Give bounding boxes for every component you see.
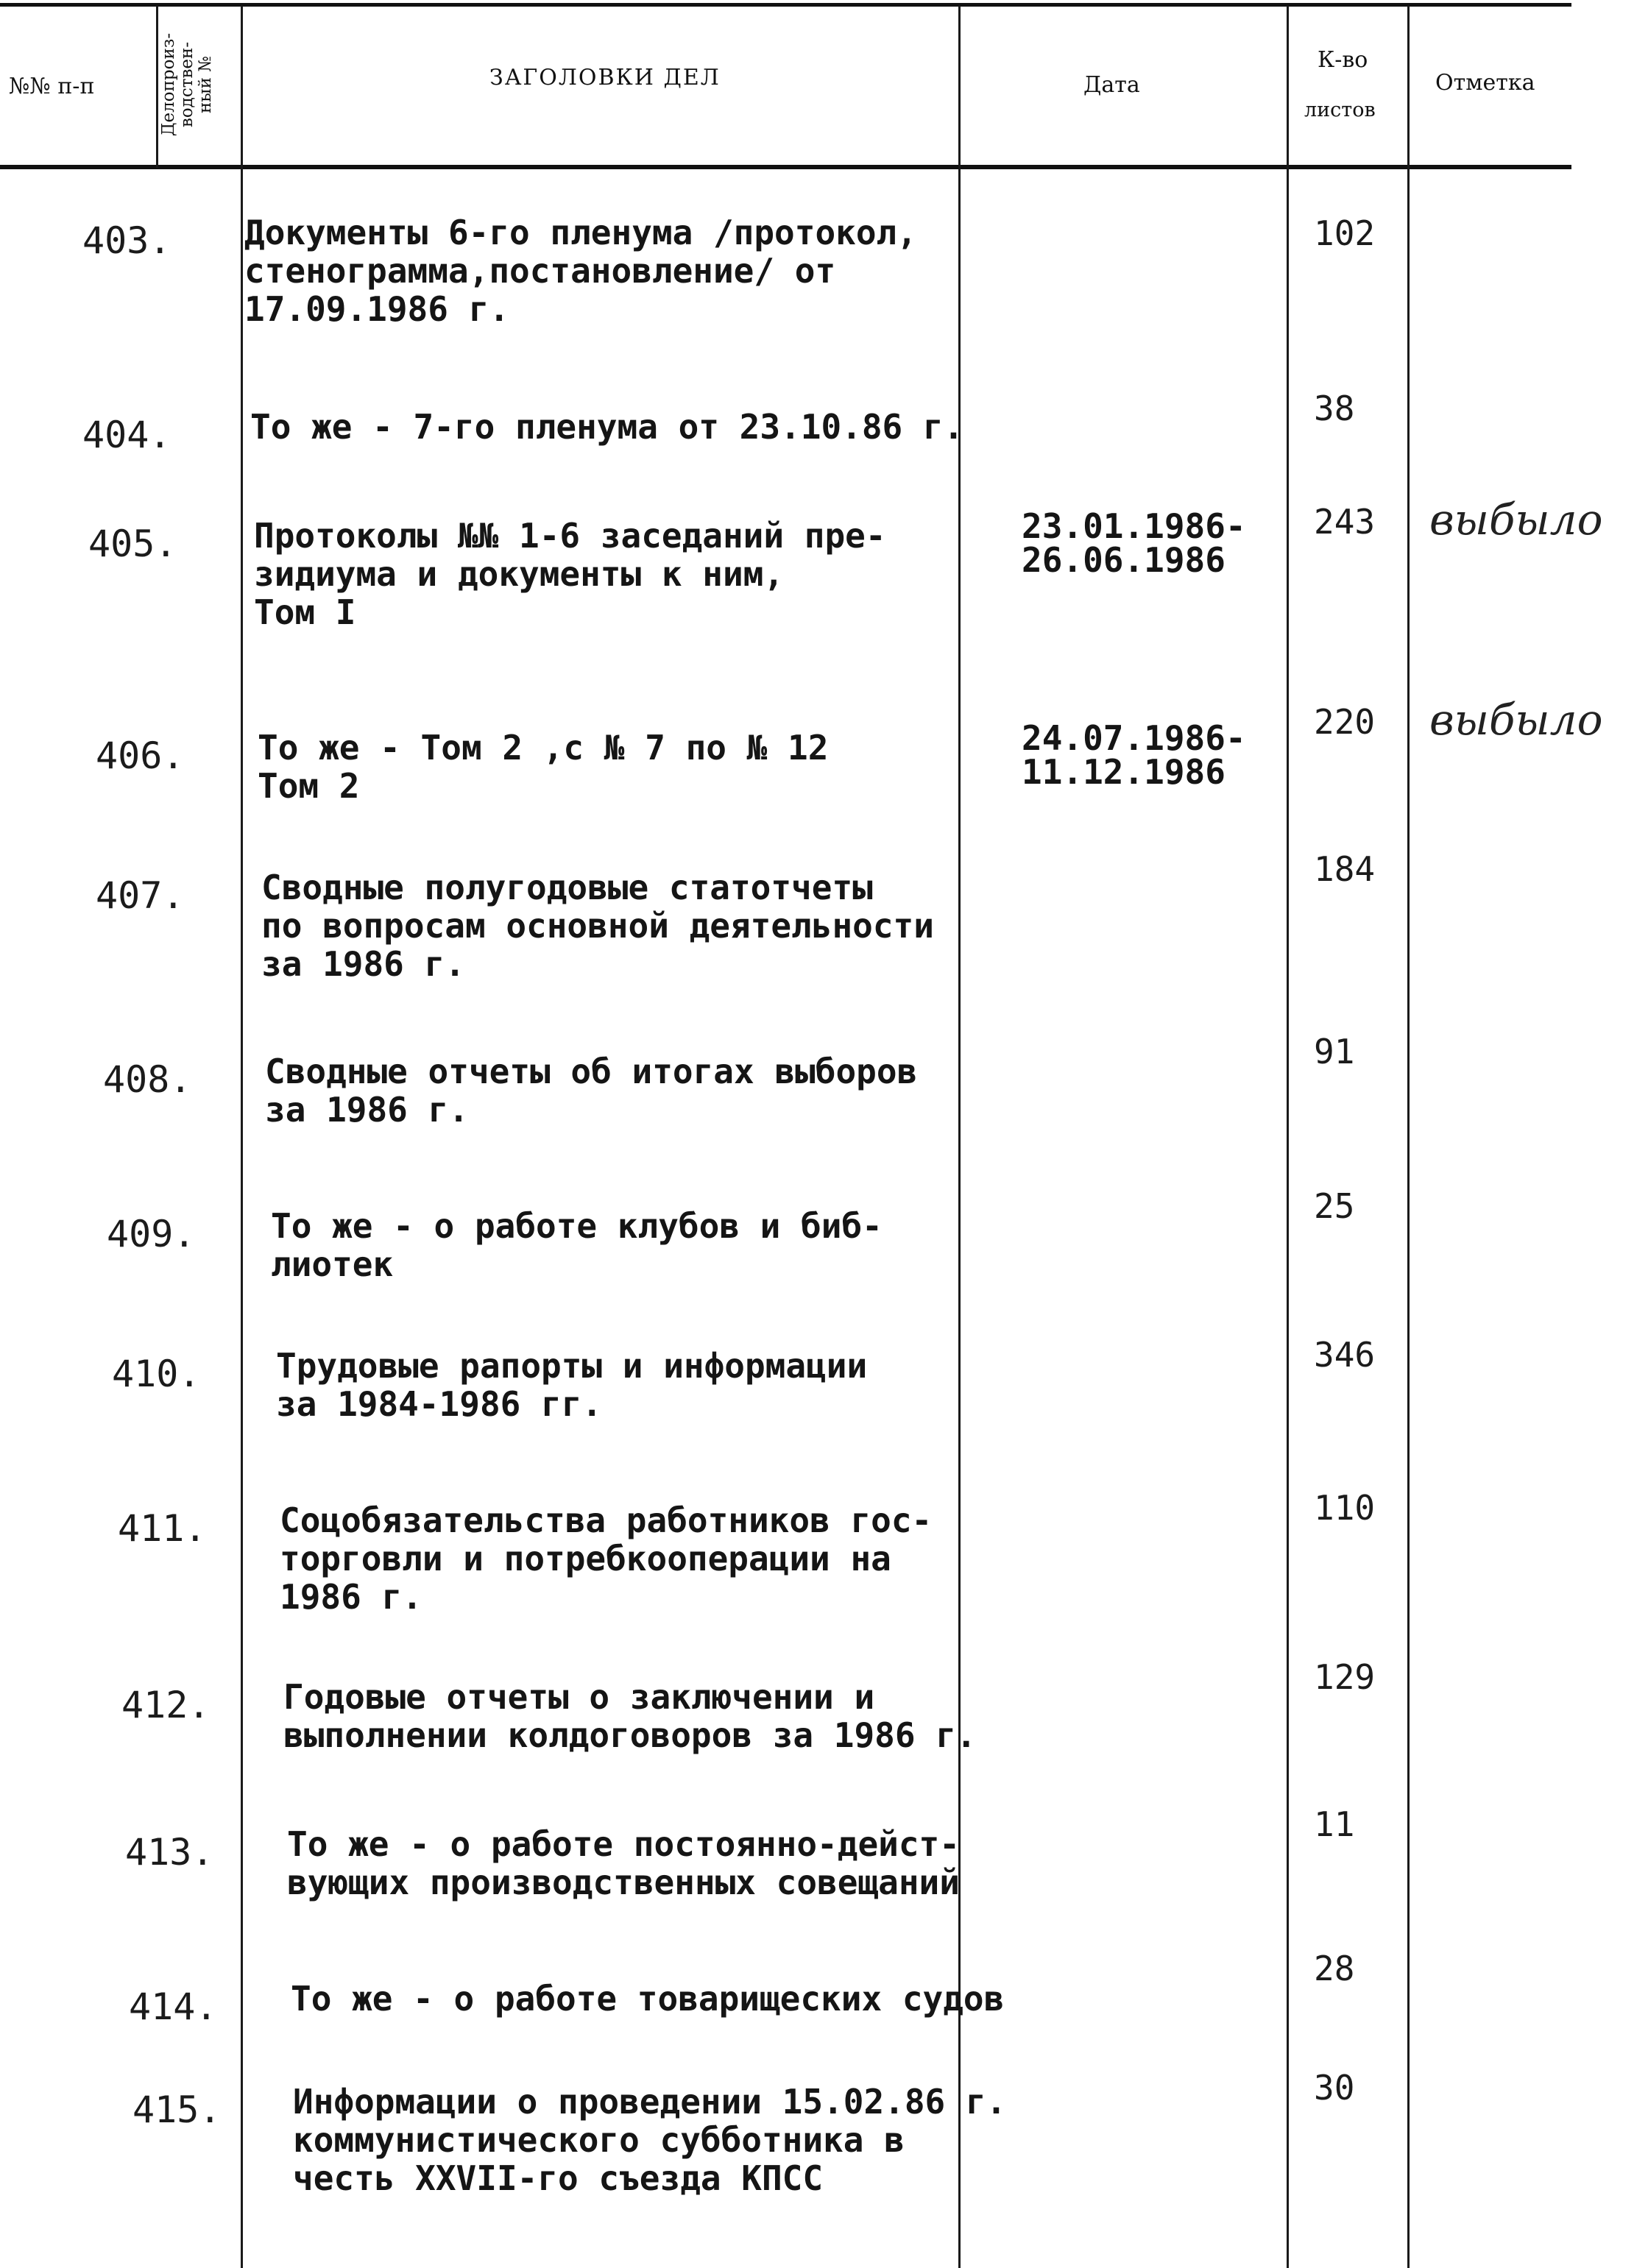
row-sheet-count: 129 — [1314, 1657, 1376, 1697]
row-title-line: лиотек — [271, 1244, 394, 1284]
header-title: ЗАГОЛОВКИ ДЕЛ — [489, 65, 721, 91]
row-date-line: 23.01.1986- — [1022, 506, 1246, 546]
row-number: 414. — [129, 1985, 218, 2028]
row-title-line: 1986 г. — [280, 1577, 422, 1617]
header-count-unit: листов — [1304, 99, 1376, 121]
row-sheet-count: 102 — [1314, 213, 1376, 253]
row-title-line: вующих производственных совещаний — [287, 1863, 960, 1902]
row-title — [261, 868, 934, 983]
row-title — [287, 1825, 960, 1902]
row-number: 410. — [112, 1353, 201, 1395]
row-title-line: коммунистического субботника в — [293, 2120, 905, 2160]
row-number: 407. — [96, 874, 185, 917]
header-rule — [0, 165, 1571, 169]
row-title-line: То же - о работе постоянно-дейст- — [287, 1824, 960, 1864]
row-date-line: 26.06.1986 — [1022, 540, 1226, 580]
row-title-line: за 1986 г. — [261, 944, 465, 984]
row-title-line: Документы 6-го пленума /протокол, — [244, 213, 917, 252]
row-title-line: Сводные отчеты об итогах выборов — [265, 1052, 918, 1091]
column-divider — [958, 6, 961, 2268]
row-number: 408. — [103, 1058, 192, 1101]
row-number: 413. — [125, 1831, 214, 1874]
row-title-line: Том 2 — [258, 766, 360, 806]
row-title-line: Трудовые рапорты и информации — [276, 1346, 868, 1386]
row-title-line: Сводные полугодовые статотчеты — [261, 868, 873, 907]
header-delo-label: Делопроиз- водствен- ный № — [159, 32, 215, 137]
header-num: №№ п-п — [9, 74, 95, 99]
row-number: 406. — [96, 734, 185, 777]
row-title-line: честь XXVII-го съезда КПСС — [293, 2158, 824, 2198]
row-sheet-count: 91 — [1314, 1032, 1355, 1071]
row-mark-handwritten: выбыло — [1429, 695, 1603, 745]
row-title — [258, 729, 828, 805]
row-title — [283, 1678, 977, 1754]
row-sheet-count: 30 — [1314, 2068, 1355, 2108]
row-title-line: зидиума и документы к ним, — [254, 554, 785, 594]
row-title — [276, 1347, 867, 1423]
row-sheet-count: 38 — [1314, 389, 1355, 428]
row-title-line: за 1986 г. — [265, 1090, 469, 1130]
row-title-line: Том I — [254, 592, 356, 632]
row-sheet-count: 346 — [1314, 1335, 1376, 1375]
column-divider — [241, 6, 243, 2268]
row-number: 409. — [107, 1213, 196, 1255]
header-mark: Отметка — [1435, 70, 1535, 96]
row-date-line: 24.07.1986- — [1022, 718, 1246, 758]
row-sheet-count: 28 — [1314, 1949, 1355, 1988]
row-title-line: выполнении колдоговоров за 1986 г. — [283, 1715, 977, 1755]
row-title-line: То же - 7-го пленума от 23.10.86 г. — [250, 407, 964, 447]
row-number: 404. — [82, 414, 171, 456]
row-title — [280, 1501, 932, 1616]
column-divider — [1407, 6, 1410, 2268]
row-title — [293, 2083, 1006, 2197]
row-sheet-count: 243 — [1314, 502, 1376, 542]
top-rule — [0, 3, 1571, 7]
row-date — [1022, 718, 1246, 792]
row-title-line: То же - о работе товарищеских судов — [291, 1979, 1005, 2019]
row-number: 415. — [132, 2088, 222, 2131]
row-title-line: 17.09.1986 г. — [244, 289, 510, 329]
row-title-line: То же - Том 2 ,с № 7 по № 12 — [258, 728, 829, 768]
row-sheet-count: 25 — [1314, 1186, 1355, 1226]
row-title-line: Соцобязательства работников гос- — [280, 1500, 933, 1540]
row-sheet-count: 184 — [1314, 849, 1376, 889]
row-title-line: То же - о работе клубов и биб- — [271, 1206, 883, 1246]
row-title-line: стенограмма,постановление/ от — [244, 251, 836, 291]
row-title — [254, 517, 886, 631]
row-sheet-count: 110 — [1314, 1488, 1376, 1528]
row-date — [1022, 506, 1246, 580]
row-title — [244, 213, 917, 328]
row-title — [265, 1052, 917, 1129]
row-title-line: Протоколы №№ 1-6 заседаний пре- — [254, 516, 886, 556]
row-number: 412. — [121, 1684, 211, 1726]
row-title-line: за 1984-1986 гг. — [276, 1384, 603, 1424]
row-title-line: Годовые отчеты о заключении и — [283, 1677, 875, 1717]
row-sheet-count: 11 — [1314, 1804, 1355, 1844]
row-number: 405. — [88, 522, 177, 565]
header-delo — [158, 9, 239, 163]
row-title-line: Информации о проведении 15.02.86 г. — [293, 2082, 1007, 2122]
header-count: К-во — [1318, 47, 1368, 73]
row-sheet-count: 220 — [1314, 702, 1376, 742]
row-title-line: торговли и потребкооперации на — [280, 1539, 891, 1578]
header-date: Дата — [1083, 72, 1140, 98]
row-number: 411. — [118, 1507, 207, 1550]
row-mark-handwritten: выбыло — [1429, 495, 1603, 545]
row-title-line: по вопросам основной деятельности — [261, 906, 934, 946]
row-title — [271, 1207, 883, 1283]
row-date-line: 11.12.1986 — [1022, 752, 1226, 792]
row-title — [291, 1980, 1004, 2018]
column-divider — [1287, 6, 1289, 2268]
row-number: 403. — [82, 219, 171, 262]
row-title — [250, 408, 963, 446]
